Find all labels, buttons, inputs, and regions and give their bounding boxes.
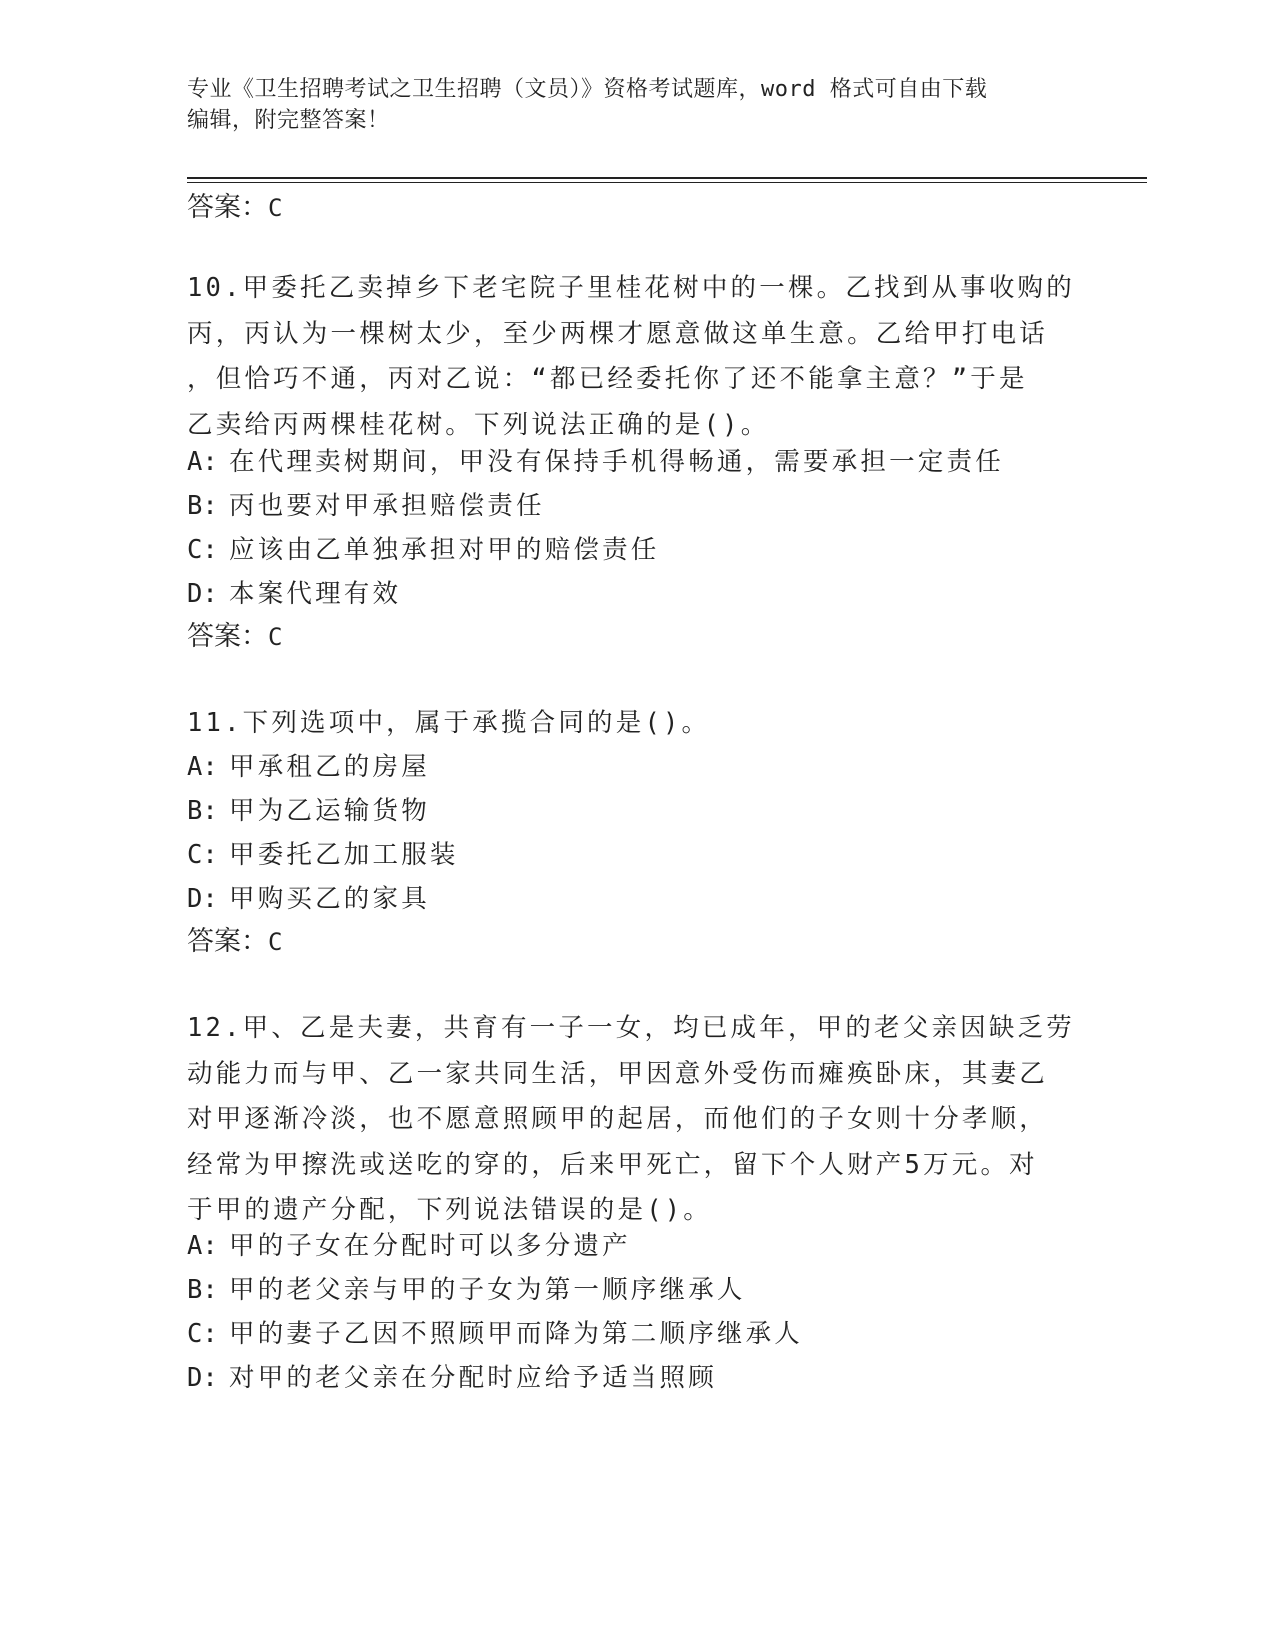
question-line: 经常为甲擦洗或送吃的穿的，后来甲死亡，留下个人财产5万元。对 [187, 1149, 1038, 1180]
question-11-option-d: D: 甲购买乙的家具 [187, 884, 430, 914]
question-line: 于甲的遗产分配，下列说法错误的是()。 [187, 1195, 713, 1225]
header-line-2: 编辑，附完整答案！ [187, 108, 390, 133]
answer-line [187, 188, 282, 228]
question-11-answer [187, 922, 282, 962]
question-10-option-c: C: 应该由乙单独承担对甲的赔偿责任 [187, 535, 660, 565]
question-11-option-a: A: 甲承租乙的房屋 [187, 752, 430, 782]
question-12-option-b: B: 甲的老父亲与甲的子女为第一顺序继承人 [187, 1275, 746, 1305]
question-11-text [187, 701, 1087, 747]
question-line: 丙，丙认为一棵树太少，至少两棵才愿意做这单生意。乙给甲打电话 [187, 318, 1049, 349]
answer-label: 答案： [187, 192, 268, 223]
question-12-text [187, 1006, 1087, 1234]
header-rule-thick [187, 177, 1147, 179]
document-header [187, 74, 1067, 136]
question-10-option-d: D: 本案代理有效 [187, 579, 402, 609]
question-11-option-b: B: 甲为乙运输货物 [187, 796, 430, 826]
question-10-answer [187, 617, 282, 657]
question-line: 12.甲、乙是夫妻，共育有一子一女，均已成年，甲的老父亲因缺乏劳 [187, 1013, 1075, 1043]
answer-label: 答案： [187, 926, 268, 957]
question-12-option-d: D: 对甲的老父亲在分配时应给予适当照顾 [187, 1363, 717, 1393]
header-line-1: 专业《卫生招聘考试之卫生招聘（文员）》资格考试题库，word 格式可自由下载 [187, 77, 988, 102]
question-line: 乙卖给丙两棵桂花树。下列说法正确的是()。 [187, 409, 770, 440]
question-line: ，但恰巧不通，丙对乙说：“都已经委托你了还不能拿主意？”于是 [187, 364, 1028, 394]
answer-value: C [268, 194, 283, 222]
question-12-option-a: A: 甲的子女在分配时可以多分遗产 [187, 1231, 631, 1261]
question-line: 对甲逐渐冷淡，也不愿意照顾甲的起居，而他们的子女则十分孝顺， [187, 1104, 1049, 1134]
question-line: 动能力而与甲、乙一家共同生活，甲因意外受伤而瘫痪卧床，其妻乙 [187, 1058, 1049, 1089]
question-line: 10.甲委托乙卖掉乡下老宅院子里桂花树中的一棵。乙找到从事收购的 [187, 273, 1075, 303]
question-10-text [187, 266, 1087, 448]
question-11-option-c: C: 甲委托乙加工服装 [187, 840, 459, 870]
question-10-option-a: A: 在代理卖树期间，甲没有保持手机得畅通，需要承担一定责任 [187, 447, 1004, 477]
question-12-option-c: C: 甲的妻子乙因不照顾甲而降为第二顺序继承人 [187, 1319, 804, 1349]
header-rule-thin [187, 182, 1147, 183]
question-10-option-b: B: 丙也要对甲承担赔偿责任 [187, 491, 545, 521]
question-line: 11.下列选项中，属于承揽合同的是()。 [187, 708, 711, 738]
answer-label: 答案： [187, 621, 268, 652]
answer-value: C [268, 928, 283, 956]
answer-value: C [268, 623, 283, 651]
